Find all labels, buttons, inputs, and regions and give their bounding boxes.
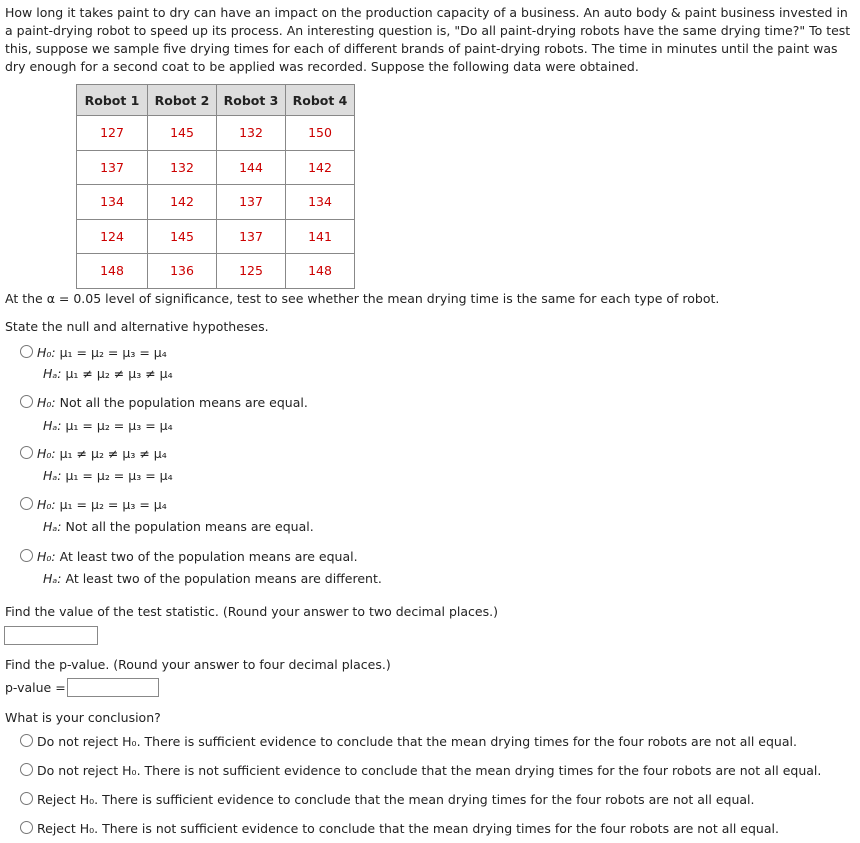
- table-row: [77, 116, 355, 151]
- conclusion-option-2[interactable]: [20, 763, 821, 778]
- significance-text: At the α = 0.05 level of significance, test to see whether the mean drying time is the same for each type of robot.: [5, 291, 720, 306]
- radio-button[interactable]: [20, 446, 33, 459]
- ha-statement: Not all the population means are equal.: [65, 519, 314, 534]
- radio-button[interactable]: [20, 821, 33, 834]
- table-cell: 142: [148, 185, 217, 220]
- pvalue-input[interactable]: [67, 678, 159, 697]
- ha-label: Hₐ:: [43, 418, 66, 433]
- hypothesis-option-1[interactable]: [20, 345, 167, 360]
- ha-label: Hₐ:: [43, 468, 66, 483]
- table-cell: 145: [148, 116, 217, 151]
- conclusion-text: Do not reject H₀. There is sufficient evidence to conclude that the mean drying times for the four robots are not all equal.: [37, 734, 797, 749]
- h0-statement: At least two of the population means are equal.: [59, 549, 358, 564]
- table-cell: 137: [217, 185, 286, 220]
- pvalue-label: p-value =: [5, 680, 66, 695]
- problem-intro: How long it takes paint to dry can have an impact on the production capacity of a business. An auto body & paint business invested in a paint-drying robot to speed up its process. An interesting question is, "Do all paint-drying robots have the same drying time?" To test this, suppose we sample five drying times for each of different brands of paint-drying robots. The time in minutes until the paint was dry enough for a second coat to be applied was recorded. Suppose the following data were obtained.: [5, 5, 851, 74]
- ha-label: Hₐ:: [43, 571, 66, 586]
- hypothesis-option-2[interactable]: [20, 395, 308, 410]
- pvalue-prompt: Find the p-value. (Round your answer to four decimal places.): [5, 657, 391, 672]
- table-cell: 124: [77, 219, 148, 254]
- hypothesis-option-3-ha: [43, 468, 173, 483]
- conclusion-option-1[interactable]: [20, 734, 797, 749]
- table-row: [77, 219, 355, 254]
- table-cell: 137: [77, 150, 148, 185]
- conclusion-text: Reject H₀. There is not sufficient evidence to conclude that the mean drying times for the four robots are not all equal.: [37, 821, 779, 836]
- h0-label: H₀:: [37, 497, 60, 512]
- hypothesis-option-4-ha: [43, 519, 314, 534]
- conclusion-text: Reject H₀. There is sufficient evidence to conclude that the mean drying times for the four robots are not all equal.: [37, 792, 755, 807]
- ha-statement: At least two of the population means are different.: [65, 571, 382, 586]
- table-cell: 144: [217, 150, 286, 185]
- hypothesis-option-1-ha: [43, 366, 173, 381]
- table-cell: 127: [77, 116, 148, 151]
- radio-button[interactable]: [20, 395, 33, 408]
- table-row: [77, 150, 355, 185]
- table-cell: 145: [148, 219, 217, 254]
- table-cell: 134: [286, 185, 355, 220]
- hypotheses-prompt: State the null and alternative hypotheses.: [5, 319, 269, 334]
- radio-button[interactable]: [20, 345, 33, 358]
- h0-label: H₀:: [37, 549, 60, 564]
- conclusion-prompt: What is your conclusion?: [5, 710, 161, 725]
- table-cell: 148: [77, 254, 148, 289]
- table-row: [77, 254, 355, 289]
- hypothesis-option-2-ha: [43, 418, 173, 433]
- table-cell: 132: [217, 116, 286, 151]
- table-cell: 136: [148, 254, 217, 289]
- ha-label: Hₐ:: [43, 366, 66, 381]
- column-header: Robot 3: [217, 85, 286, 116]
- table-cell: 134: [77, 185, 148, 220]
- table-cell: 132: [148, 150, 217, 185]
- radio-button[interactable]: [20, 792, 33, 805]
- column-header: Robot 4: [286, 85, 355, 116]
- table-row: [77, 185, 355, 220]
- h0-statement: Not all the population means are equal.: [59, 395, 308, 410]
- data-table: [76, 84, 355, 289]
- table-cell: 137: [217, 219, 286, 254]
- table-cell: 125: [217, 254, 286, 289]
- column-header: Robot 2: [148, 85, 217, 116]
- conclusion-option-3[interactable]: [20, 792, 755, 807]
- conclusion-text: Do not reject H₀. There is not sufficient evidence to conclude that the mean drying times for the four robots are not all equal.: [37, 763, 822, 778]
- hypothesis-option-5[interactable]: [20, 549, 358, 564]
- radio-button[interactable]: [20, 763, 33, 776]
- ha-statement: μ₁ = μ₂ = μ₃ = μ₄: [65, 468, 173, 483]
- hypothesis-option-3[interactable]: [20, 446, 167, 461]
- hypothesis-option-4[interactable]: [20, 497, 167, 512]
- table-header-row: [77, 85, 355, 116]
- h0-label: H₀:: [37, 395, 60, 410]
- column-header: Robot 1: [77, 85, 148, 116]
- ha-statement: μ₁ = μ₂ = μ₃ = μ₄: [65, 418, 173, 433]
- radio-button[interactable]: [20, 497, 33, 510]
- radio-button[interactable]: [20, 549, 33, 562]
- h0-label: H₀:: [37, 446, 60, 461]
- radio-button[interactable]: [20, 734, 33, 747]
- table-cell: 141: [286, 219, 355, 254]
- h0-statement: μ₁ = μ₂ = μ₃ = μ₄: [59, 497, 167, 512]
- ha-statement: μ₁ ≠ μ₂ ≠ μ₃ ≠ μ₄: [65, 366, 173, 381]
- test-statistic-input[interactable]: [4, 626, 98, 645]
- ha-label: Hₐ:: [43, 519, 66, 534]
- table-cell: 142: [286, 150, 355, 185]
- h0-statement: μ₁ = μ₂ = μ₃ = μ₄: [59, 345, 167, 360]
- table-cell: 148: [286, 254, 355, 289]
- conclusion-option-4[interactable]: [20, 821, 779, 836]
- h0-label: H₀:: [37, 345, 60, 360]
- h0-statement: μ₁ ≠ μ₂ ≠ μ₃ ≠ μ₄: [59, 446, 167, 461]
- hypothesis-option-5-ha: [43, 571, 382, 586]
- table-cell: 150: [286, 116, 355, 151]
- test-statistic-prompt: Find the value of the test statistic. (Round your answer to two decimal places.): [5, 604, 498, 619]
